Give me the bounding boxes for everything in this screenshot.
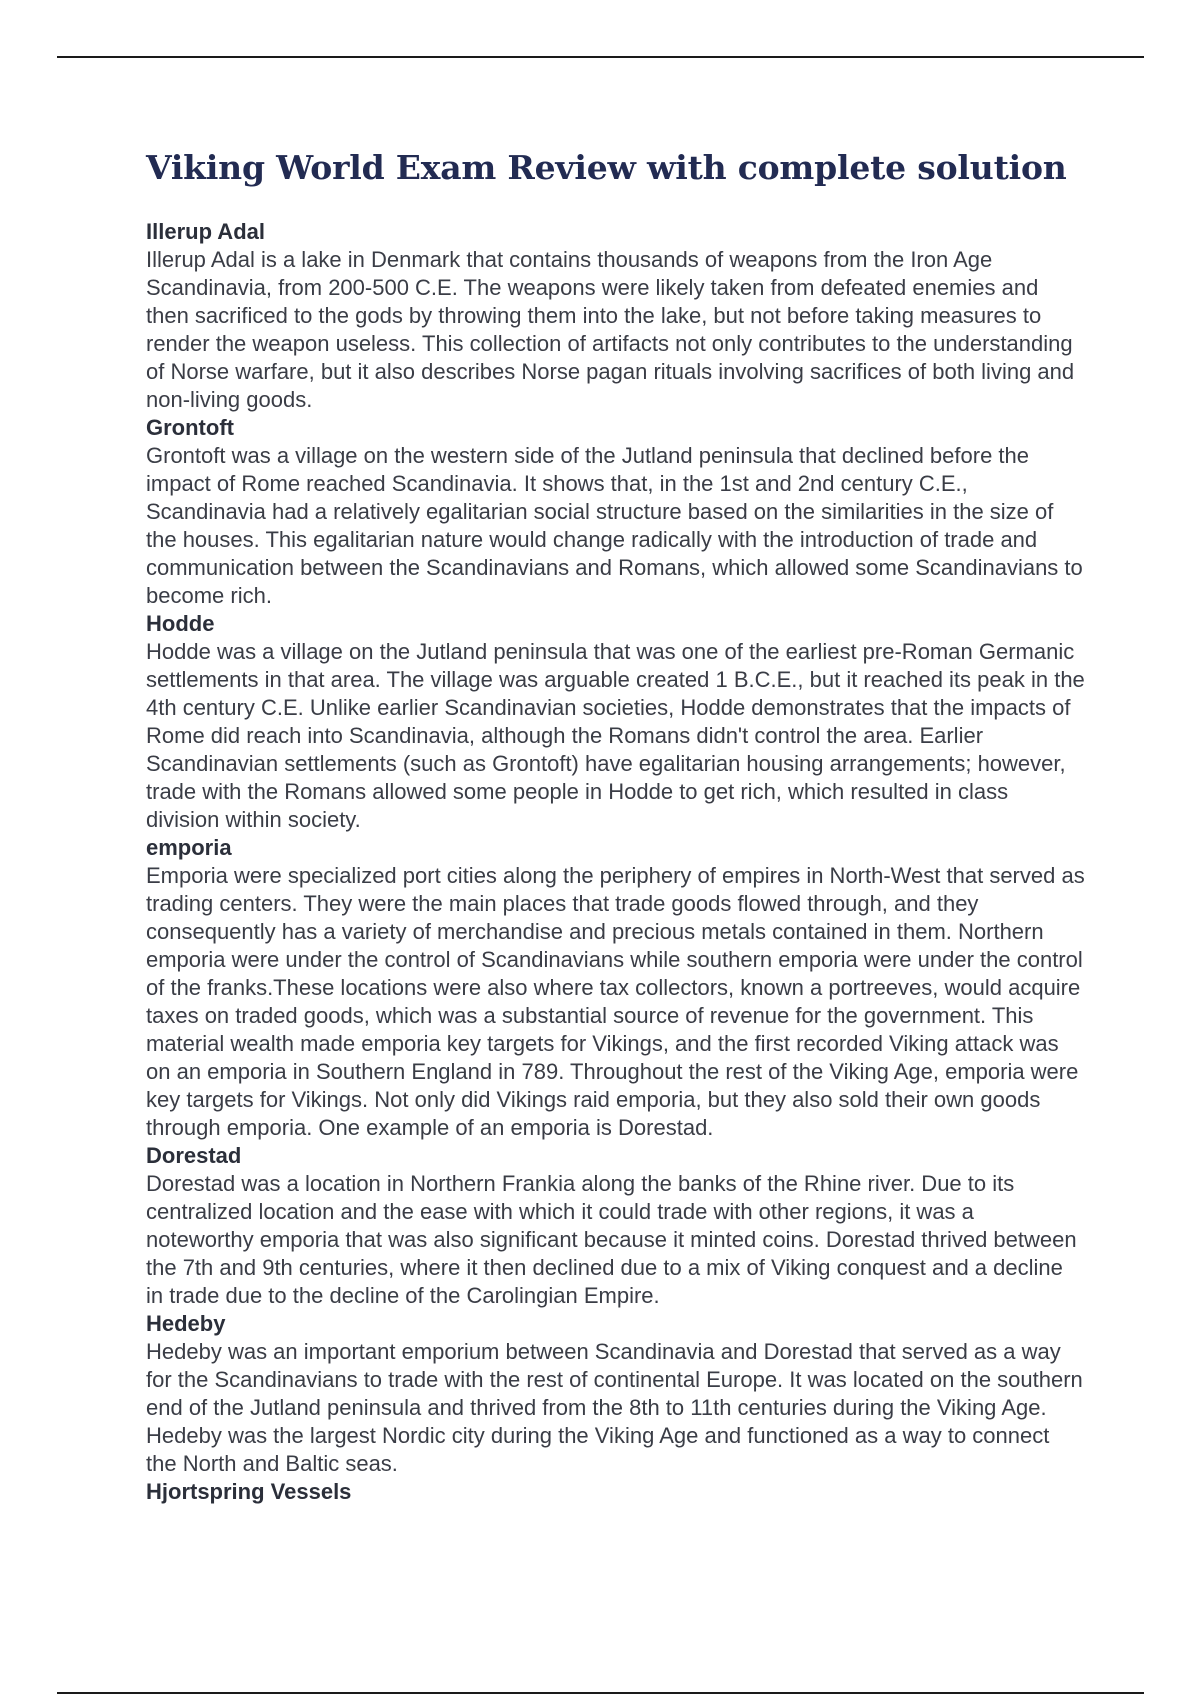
- entry-term: Hodde: [146, 611, 215, 636]
- entry-dorestad: [146, 1142, 1086, 1310]
- entry-definition: Hedeby was an important emporium between Scandinavia and Dorestad that served as a way for the Scandinavians to trade with the rest of continental Europe. It was located on the southern end of the Jutland peninsula and thrived from the 8th to 11th centuries during the Viking Age. Hedeby was the largest Nordic city during the Viking Age and functioned as a way to connect the North and Baltic seas.: [146, 1339, 1083, 1476]
- entry-term: Illerup Adal: [146, 219, 265, 244]
- entry-grontoft: [146, 414, 1086, 610]
- entry-term: Hjortspring Vessels: [146, 1479, 352, 1504]
- entry-hjortspring-vessels: [146, 1478, 1086, 1506]
- footer-rule: [57, 1692, 1144, 1694]
- entry-definition: Illerup Adal is a lake in Denmark that contains thousands of weapons from the Iron Age Scandinavia, from 200-500 C.E. The weapons were likely taken from defeated enemies and then sacrificed to the gods by throwing them into the lake, but not before taking measures to render the weapon useless. This collection of artifacts not only contributes to the understanding of Norse warfare, but it also describes Norse pagan rituals involving sacrifices of both living and non-living goods.: [146, 247, 1075, 412]
- entry-term: Grontoft: [146, 415, 234, 440]
- entry-hodde: [146, 610, 1086, 834]
- entry-definition: Hodde was a village on the Jutland peninsula that was one of the earliest pre-Roman Germanic settlements in that area. The village was arguable created 1 B.C.E., but it reached its peak in the 4th century C.E. Unlike earlier Scandinavian societies, Hodde demonstrates that the impacts of Rome did reach into Scandinavia, although the Romans didn't control the area. Earlier Scandinavian settlements (such as Grontoft) have egalitarian housing arrangements; however, trade with the Romans allowed some people in Hodde to get rich, which resulted in class division within society.: [146, 639, 1085, 832]
- entry-term: emporia: [146, 835, 232, 860]
- entry-definition: Dorestad was a location in Northern Frankia along the banks of the Rhine river. Due to its centralized location and the ease with which it could trade with other regions, it was a noteworthy emporia that was also significant because it minted coins. Dorestad thrived between the 7th and 9th centuries, where it then declined due to a mix of Viking conquest and a decline in trade due to the decline of the Carolingian Empire.: [146, 1171, 1077, 1308]
- document-body: [146, 144, 1086, 1506]
- entry-hedeby: [146, 1310, 1086, 1478]
- entry-illerup-adal: [146, 218, 1086, 414]
- entry-term: Dorestad: [146, 1143, 242, 1168]
- header-rule: [57, 56, 1144, 58]
- entry-definition: Grontoft was a village on the western side of the Jutland peninsula that declined before the impact of Rome reached Scandinavia. It shows that, in the 1st and 2nd century C.E., Scandinavia had a relatively egalitarian social structure based on the similarities in the size of the houses. This egalitarian nature would change radically with the introduction of trade and communication between the Scandinavians and Romans, which allowed some Scandinavians to become rich.: [146, 443, 1083, 608]
- entry-emporia: [146, 834, 1086, 1142]
- document-title: Viking World Exam Review with complete solution: [146, 148, 1067, 187]
- entry-definition: Emporia were specialized port cities along the periphery of empires in North-West that served as trading centers. They were the main places that trade goods flowed through, and they consequently has a variety of merchandise and precious metals contained in them. Northern emporia were under the control of Scandinavians while southern emporia were under the control of the franks.These locations were also where tax collectors, known a portreeves, would acquire taxes on traded goods, which was a substantial source of revenue for the government. This material wealth made emporia key targets for Vikings, and the first recorded Viking attack was on an emporia in Southern England in 789. Throughout the rest of the Viking Age, emporia were key targets for Vikings. Not only did Vikings raid emporia, but they also sold their own goods through emporia. One example of an emporia is Dorestad.: [146, 863, 1085, 1140]
- entry-term: Hedeby: [146, 1311, 226, 1336]
